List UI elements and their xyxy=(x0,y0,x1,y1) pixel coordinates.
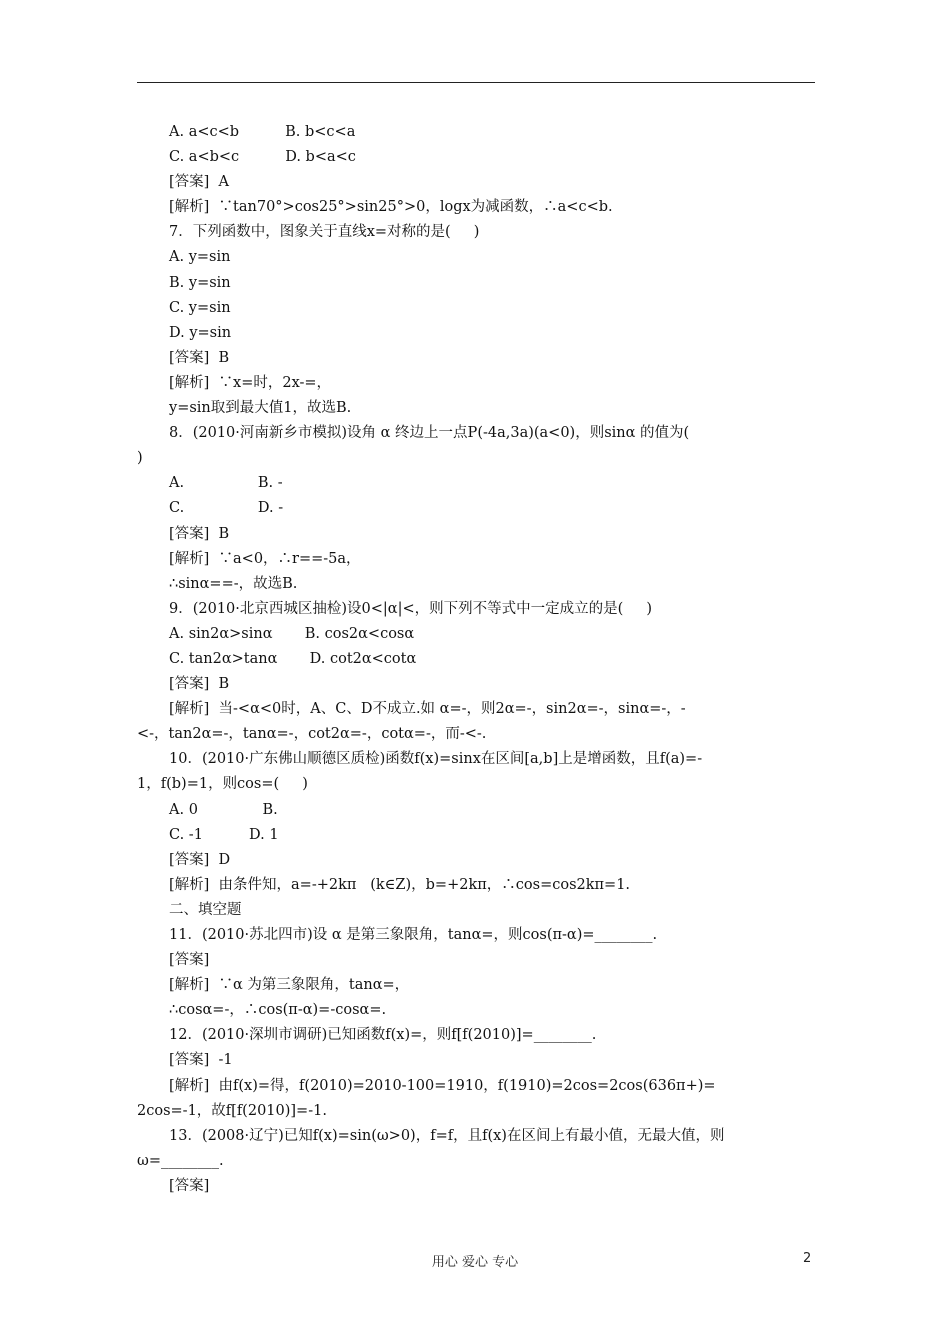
text-line: 9．(2010·北京西城区抽检)设0<|α|<，则下列不等式中一定成立的是( ) xyxy=(169,600,652,617)
page-footer: 用心 爱心 专心 xyxy=(431,1255,519,1270)
text-line: C. -1 D. 1 xyxy=(169,826,279,843)
text-line: 13．(2008·辽宁)已知f(x)=sin(ω>0)，f=f，且f(x)在区间上有最小值，无最大值，则 xyxy=(169,1127,725,1144)
text-line: <-，tan2α=-，tanα=-，cot2α=-，cotα=-，而-<-. xyxy=(137,726,487,743)
header-rule xyxy=(137,82,815,83)
text-line: C. tan2α>tanα D. cot2α<cotα xyxy=(169,650,417,667)
text-line: [解析] ∵x=时，2x-=， xyxy=(169,374,332,391)
text-line: [答案] xyxy=(169,1177,210,1194)
text-line: 8．(2010·河南新乡市模拟)设角 α 终边上一点P(-4a,3a)(a<0)，则sinα 的值为( xyxy=(169,425,690,442)
text-line: ∴cosα=-，∴cos(π-α)=-cosα=. xyxy=(169,1002,387,1019)
text-line: ∴sinα==-，故选B. xyxy=(169,575,298,592)
text-line: C. y=sin xyxy=(169,299,231,316)
text-line: 7．下列函数中，图象关于直线x=对称的是( ) xyxy=(169,224,480,241)
text-line: [答案] B xyxy=(169,676,230,693)
text-line: A. sin2α>sinα B. cos2α<cosα xyxy=(169,625,415,642)
text-line: 10．(2010·广东佛山顺德区质检)函数f(x)=sinx在区间[a,b]上是增函数，且f(a)=- xyxy=(169,751,703,768)
text-line: [解析] 由条件知，a=-+2kπ (k∈Z)，b=+2kπ，∴cos=cos2kπ=1. xyxy=(169,876,631,893)
document-body xyxy=(137,120,815,1199)
text-line: [解析] 当-<α<0时，A、C、D不成立.如 α=-，则2α=-，sin2α=-，sinα=-，- xyxy=(169,701,686,718)
text-line: [答案] -1 xyxy=(169,1052,233,1069)
text-line: D. y=sin xyxy=(169,324,232,341)
text-line: ) xyxy=(137,450,143,467)
text-line: 2cos=-1，故f[f(2010)]=-1. xyxy=(137,1102,327,1119)
text-line: [解析] ∵tan70°>cos25°>sin25°>0，logx为减函数，∴a<c<b. xyxy=(169,199,613,216)
text-line: [答案] xyxy=(169,952,210,969)
text-line: 12．(2010·深圳市调研)已知函数f(x)=，则f[f(2010)]=________. xyxy=(169,1027,597,1044)
text-line: [答案] A xyxy=(169,174,230,191)
text-line: C. D. - xyxy=(169,500,284,517)
text-line: ω=________. xyxy=(137,1152,224,1169)
text-line: 1，f(b)=1，则cos=( ) xyxy=(137,776,308,793)
text-line: C. a<b<c D. b<a<c xyxy=(169,149,356,166)
text-line: y=sin取到最大值1，故选B. xyxy=(169,400,352,417)
text-line: [答案] D xyxy=(169,851,231,868)
text-line: A. a<c<b B. b<c<a xyxy=(169,124,356,140)
text-line: [答案] B xyxy=(169,525,230,542)
text-line: [解析] 由f(x)=得，f(2010)=2010-100=1910，f(1910)=2cos=2cos(636π+)= xyxy=(169,1077,716,1094)
text-line: A. y=sin xyxy=(169,249,231,266)
text-line: [答案] B xyxy=(169,349,230,366)
text-line: A. 0 B. xyxy=(169,801,278,818)
page-number: 2 xyxy=(803,1251,812,1266)
text-line: [解析] ∵α 为第三象限角，tanα=， xyxy=(169,977,410,994)
text-line: B. y=sin xyxy=(169,274,231,291)
text-line: A. B. - xyxy=(169,475,283,492)
text-line: [解析] ∵a<0，∴r==-5a， xyxy=(169,550,361,567)
text-line: 11．(2010·苏北四市)设 α 是第三象限角，tanα=，则cos(π-α)=________. xyxy=(169,927,658,943)
text-line: 二、填空题 xyxy=(169,901,242,918)
